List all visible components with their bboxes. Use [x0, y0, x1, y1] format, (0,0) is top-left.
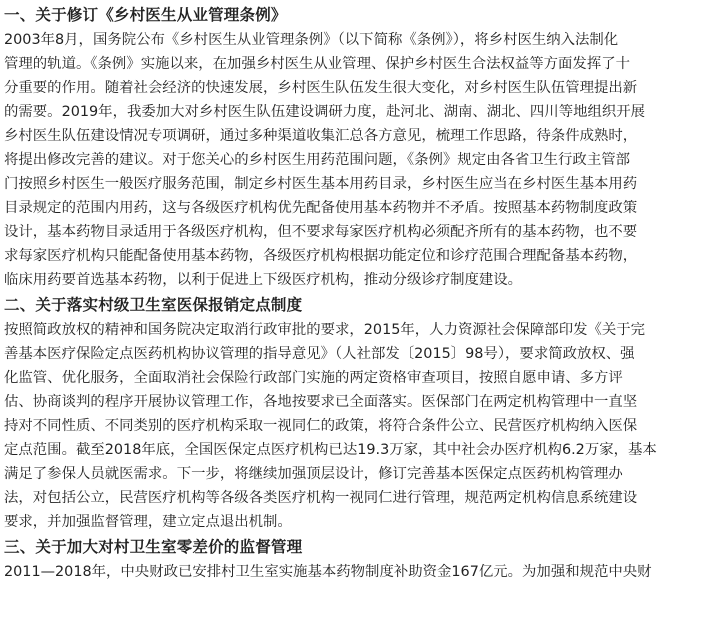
paragraph-line: 善基本医疗保险定点医药机构协议管理的指导意见》（人社部发〔2015〕98号），要求简政放权、强	[4, 346, 635, 362]
section-2-paragraph	[4, 318, 713, 534]
paragraph-line: 目录规定的范围内用药，这与各级医疗机构优先配备使用基本药物并不矛盾。按照基本药物制度政策	[4, 200, 638, 216]
paragraph-line: 化监管、优化服务，全面取消社会保险行政部门实施的两定资格审查项目，按照自愿申请、多方评	[4, 370, 623, 386]
paragraph-line: 2003年8月，国务院公布《乡村医生从业管理条例》（以下简称《条例》），将乡村医生纳入法制化	[4, 32, 619, 48]
section-1-paragraph	[4, 28, 713, 292]
paragraph-line: 2011—2018年，中央财政已安排村卫生室实施基本药物制度补助资金167亿元。为加强和规范中央财	[4, 564, 652, 580]
paragraph-line: 管理的轨道。《条例》实施以来，在加强乡村医生从业管理、保护乡村医生合法权益等方面发挥了十	[4, 56, 630, 72]
section-1-heading: 一、关于修订《乡村医生从业管理条例》	[4, 6, 287, 24]
paragraph-line: 门按照乡村医生一般医疗服务范围，制定乡村医生基本用药目录，乡村医生应当在乡村医生基本用药	[4, 176, 638, 192]
paragraph-line: 按照简政放权的精神和国务院决定取消行政审批的要求，2015年，人力资源社会保障部印发《关于完	[4, 322, 646, 338]
paragraph-line: 要求，并加强监督管理，建立定点退出机制。	[4, 514, 292, 530]
paragraph-line: 法，对包括公立，民营医疗机构等各级各类医疗机构一视同仁进行管理，规范两定机构信息系统建设	[4, 490, 638, 506]
section-3-paragraph	[4, 560, 713, 584]
paragraph-line: 将提出修改完善的建议。对于您关心的乡村医生用药范围问题，《条例》规定由各省卫生行政主管部	[4, 152, 630, 168]
paragraph-line: 的需要。2019年，我委加大对乡村医生队伍建设调研力度，赴河北、湖南、湖北、四川等地组织开展	[4, 104, 646, 120]
paragraph-line: 估、协商谈判的程序开展协议管理工作，各地按要求已全面落实。医保部门在两定机构管理中一直坚	[4, 394, 638, 410]
section-2-heading: 二、关于落实村级卫生室医保报销定点制度	[4, 296, 303, 314]
paragraph-line: 设计，基本药物目录适用于各级医疗机构，但不要求每家医疗机构必须配齐所有的基本药物，也不要	[4, 224, 638, 240]
section-3-heading: 三、关于加大对村卫生室零差价的监督管理	[4, 538, 303, 556]
paragraph-line: 定点范围。截至2018年底，全国医保定点医疗机构已达19.3万家，其中社会办医疗机构6.2万家，基本	[4, 442, 657, 458]
paragraph-line: 求每家医疗机构只能配备使用基本药物，各级医疗机构根据功能定位和诊疗范围合理配备基本药物，	[4, 248, 638, 264]
paragraph-line: 临床用药要首选基本药物，以利于促进上下级医疗机构，推动分级诊疗制度建设。	[4, 272, 523, 288]
paragraph-line: 持对不同性质、不同类别的医疗机构采取一视同仁的政策，将符合条件公立、民营医疗机构纳入医保	[4, 418, 638, 434]
paragraph-line: 分重要的作用。随着社会经济的快速发展，乡村医生队伍发生很大变化，对乡村医生队伍管理提出新	[4, 80, 638, 96]
paragraph-line: 乡村医生队伍建设情况专项调研，通过多种渠道收集汇总各方意见，梳理工作思路，待条件成熟时，	[4, 128, 638, 144]
paragraph-line: 满足了参保人员就医需求。下一步，将继续加强顶层设计，修订完善基本医保定点医药机构管理办	[4, 466, 623, 482]
